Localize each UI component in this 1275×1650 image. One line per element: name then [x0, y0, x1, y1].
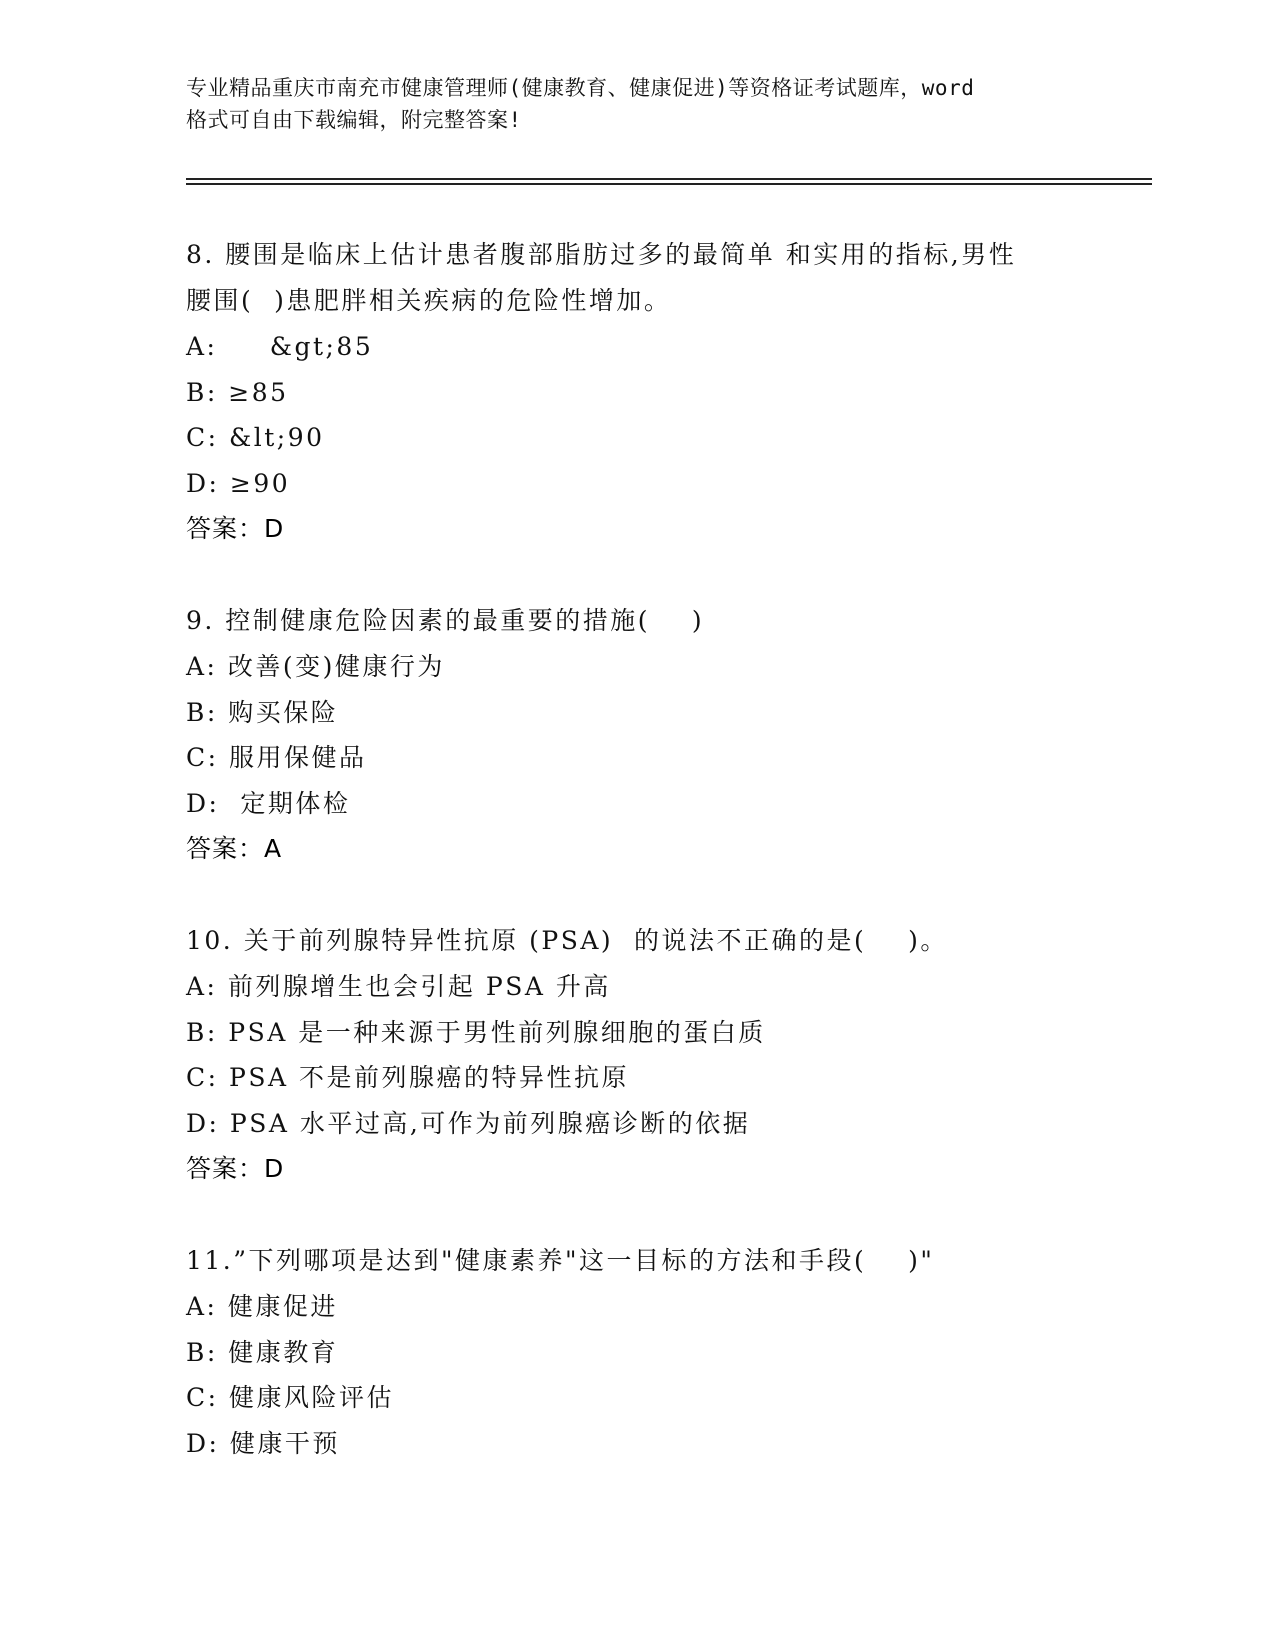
option-d: D: PSA 水平过高,可作为前列腺癌诊断的依据: [186, 1108, 751, 1138]
option-a: A: 健康促进: [186, 1292, 338, 1321]
question-stem: 11.”下列哪项是达到"健康素养"这一目标的方法和手段( )": [186, 1246, 935, 1275]
header-divider-bottom: [186, 183, 1152, 185]
question-item: [186, 918, 1146, 1192]
answer-label: 答案：D: [186, 1154, 285, 1183]
header-line-1: 专业精品重庆市南充市健康管理师(健康教育、健康促进)等资格证考试题库，word: [186, 76, 975, 100]
option-d: D: 健康干预: [186, 1428, 340, 1458]
answer-label: 答案：D: [186, 514, 285, 543]
question-item: [186, 598, 1146, 872]
option-b: B: ≥85: [186, 377, 289, 407]
option-b: B: PSA 是一种来源于男性前列腺细胞的蛋白质: [186, 1017, 766, 1047]
question-item: [186, 1238, 1146, 1466]
option-a: A: 前列腺增生也会引起 PSA 升高: [186, 972, 611, 1001]
option-d: D: ≥90: [186, 468, 291, 498]
option-c: C: 健康风险评估: [186, 1383, 394, 1412]
option-b: B: 健康教育: [186, 1337, 339, 1367]
header-line-2: 格式可自由下载编辑，附完整答案!: [186, 108, 522, 132]
option-c: C: PSA 不是前列腺癌的特异性抗原: [186, 1063, 629, 1092]
option-a: A: &gt;85: [186, 332, 374, 361]
question-stem: 9. 控制健康危险因素的最重要的措施( ): [186, 606, 705, 635]
question-stem: 8. 腰围是临床上估计患者腹部脂肪过多的最简单 和实用的指标,男性: [186, 240, 1017, 269]
answer-label: 答案：A: [186, 834, 283, 863]
option-a: A: 改善(变)健康行为: [186, 652, 445, 681]
option-b: B: 购买保险: [186, 697, 339, 727]
question-item: [186, 232, 1146, 552]
document-header: [186, 72, 1086, 136]
question-list: [186, 232, 1146, 1512]
question-stem: 10. 关于前列腺特异性抗原 (PSA) 的说法不正确的是( )。: [186, 926, 948, 955]
option-c: C: &lt;90: [186, 423, 325, 452]
option-d: D: 定期体检: [186, 788, 351, 818]
question-stem-continued: 腰围( )患肥胖相关疾病的危险性增加。: [186, 286, 672, 315]
option-c: C: 服用保健品: [186, 743, 367, 772]
header-divider-top: [186, 178, 1152, 180]
